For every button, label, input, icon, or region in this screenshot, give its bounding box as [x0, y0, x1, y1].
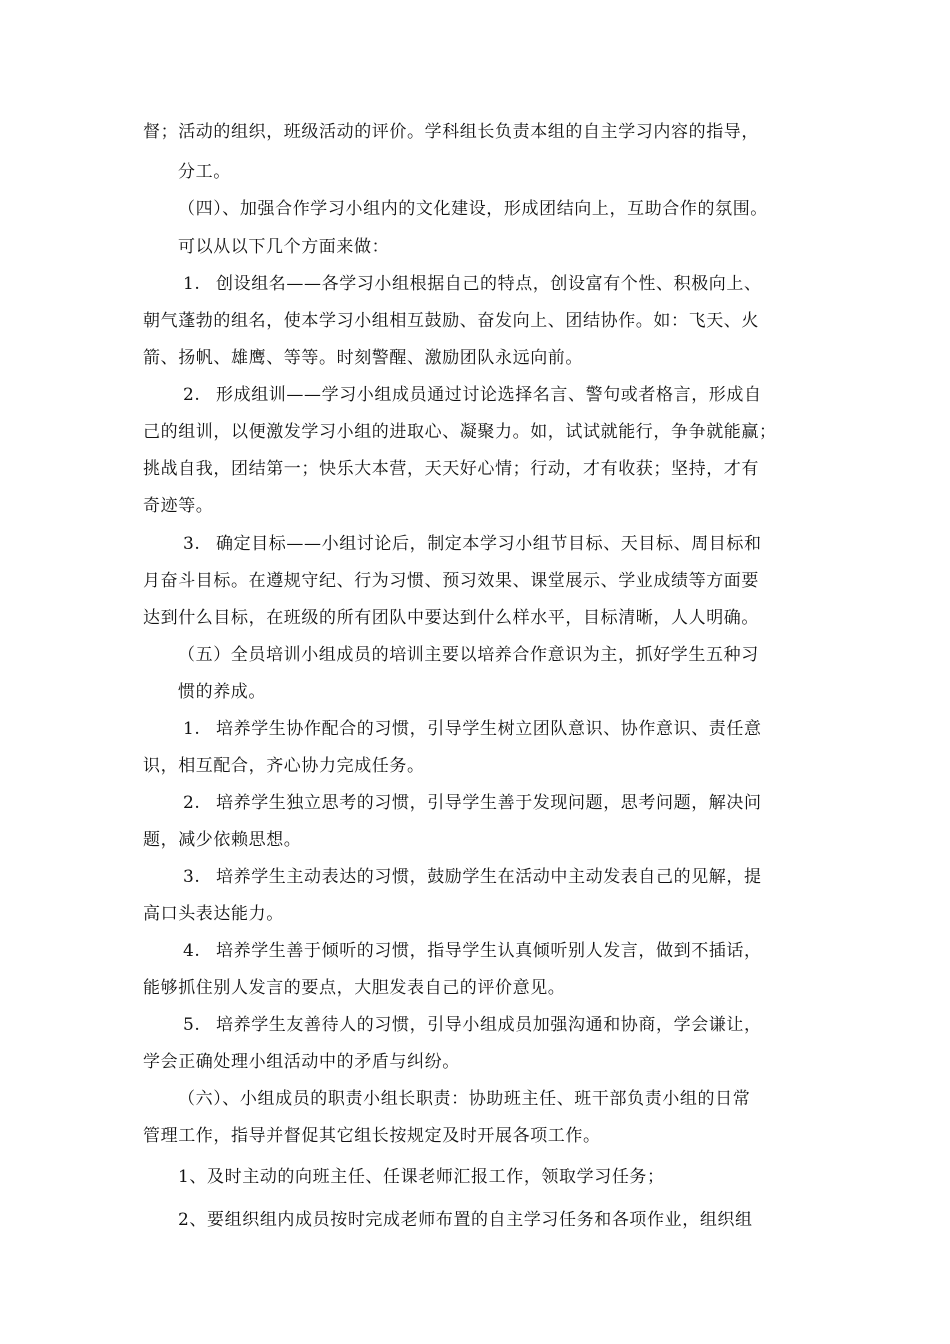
- text-line: 箭、扬帆、雄鹰、等等。时刻警醒、激励团队永远向前。: [143, 348, 583, 368]
- item-number: 2.: [183, 793, 201, 813]
- item-text: 创设组名——各学习小组根据自己的特点，创设富有个性、积极向上、: [216, 274, 762, 294]
- text-line: 题，减少依赖思想。: [143, 830, 302, 850]
- text-line: 可以从以下几个方面来做：: [178, 237, 390, 257]
- section-heading-5: （五）全员培训小组成员的培训主要以培养合作意识为主，抓好学生五种习: [178, 645, 759, 665]
- item-number: 3.: [183, 867, 201, 887]
- text-line: 识，相互配合，齐心协力完成任务。: [143, 756, 425, 776]
- item-text: 培养学生善于倾听的习惯，指导学生认真倾听别人发言，做到不插话，: [216, 941, 762, 961]
- text-line: 能够抓住别人发言的要点，大胆发表自己的评价意见。: [143, 978, 566, 998]
- habit-item-5: [183, 1010, 762, 1035]
- item-text: 培养学生友善待人的习惯，引导小组成员加强沟通和协商，学会谦让，: [216, 1015, 762, 1035]
- list-item-2: [183, 380, 762, 405]
- text-line: 学会正确处理小组活动中的矛盾与纠纷。: [143, 1052, 460, 1072]
- text-line: 月奋斗目标。在遵规守纪、行为习惯、预习效果、课堂展示、学业成绩等方面要: [143, 571, 759, 591]
- item-number: 5.: [183, 1015, 201, 1035]
- text-line: 高口头表达能力。: [143, 904, 284, 924]
- item-number: 1.: [183, 274, 201, 294]
- text-line: 达到什么目标，在班级的所有团队中要达到什么样水平，目标清晰，人人明确。: [143, 608, 759, 628]
- text-line: 管理工作，指导并督促其它组长按规定及时开展各项工作。: [143, 1126, 601, 1146]
- item-text: 培养学生独立思考的习惯，引导学生善于发现问题，思考问题，解决问: [216, 793, 762, 813]
- section-heading-4: （四）、加强合作学习小组内的文化建设，形成团结向上，互助合作的氛围。: [178, 199, 768, 219]
- habit-item-1: [183, 714, 762, 739]
- duty-item-1: 1、及时主动的向班主任、任课老师汇报工作，领取学习任务；: [178, 1167, 665, 1187]
- text-line: 惯的养成。: [178, 682, 266, 702]
- item-text: 培养学生协作配合的习惯，引导学生树立团队意识、协作意识、责任意: [216, 719, 762, 739]
- text-line: 督；活动的组织，班级活动的评价。学科组长负责本组的自主学习内容的指导，: [143, 122, 759, 142]
- item-text: 培养学生主动表达的习惯，鼓励学生在活动中主动发表自己的见解，提: [216, 867, 762, 887]
- text-line: 分工。: [178, 162, 231, 182]
- list-item-3: [183, 529, 762, 554]
- text-line: 奇迹等。: [143, 496, 214, 516]
- item-number: 3.: [183, 534, 201, 554]
- item-number: 2.: [183, 385, 201, 405]
- text-line: 己的组训，以便激发学习小组的进取心、凝聚力。如，试试就能行，争争就能赢；: [143, 422, 777, 442]
- item-number: 4.: [183, 941, 201, 961]
- text-line: 挑战自我，团结第一；快乐大本营，天天好心情；行动，才有收获；坚持，才有: [143, 459, 759, 479]
- habit-item-2: [183, 788, 762, 813]
- item-text: 形成组训——学习小组成员通过讨论选择名言、警句或者格言，形成自: [216, 385, 762, 405]
- section-heading-6: （六）、小组成员的职责小组长职责：协助班主任、班干部负责小组的日常: [178, 1089, 751, 1109]
- habit-item-3: [183, 862, 762, 887]
- duty-item-2: 2、要组织组内成员按时完成老师布置的自主学习任务和各项作业，组织组: [178, 1210, 753, 1230]
- list-item-1: [183, 269, 762, 294]
- item-number: 1.: [183, 719, 201, 739]
- text-line: 朝气蓬勃的组名，使本学习小组相互鼓励、奋发向上、团结协作。如：飞天、火: [143, 311, 759, 331]
- item-text: 确定目标——小组讨论后，制定本学习小组节目标、天目标、周目标和: [216, 534, 762, 554]
- habit-item-4: [183, 936, 762, 961]
